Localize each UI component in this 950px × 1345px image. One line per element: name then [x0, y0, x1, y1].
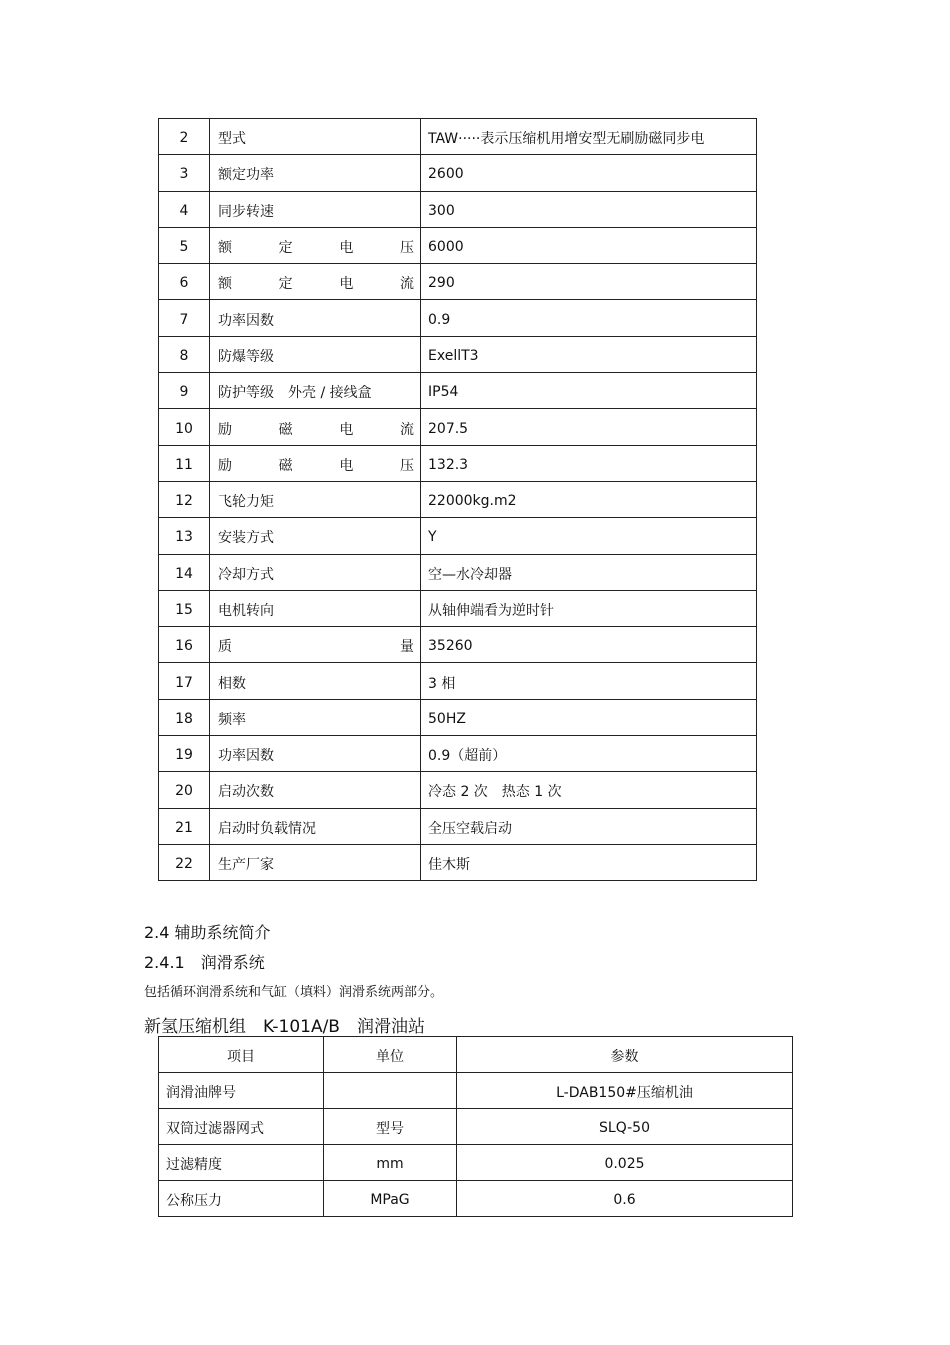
table-row — [159, 736, 757, 772]
row-value: 从轴伸端看为逆时针 — [421, 590, 757, 626]
table-row — [159, 264, 757, 300]
row-item: 励 磁 电 压 — [210, 445, 421, 481]
row-value: 冷态 2 次 热态 1 次 — [421, 772, 757, 808]
row-value: 佳木斯 — [421, 844, 757, 880]
row-item: 励 磁 电 流 — [210, 409, 421, 445]
row-unit: mm — [324, 1145, 457, 1181]
row-item: 飞轮力矩 — [210, 481, 421, 517]
table-row — [159, 699, 757, 735]
row-number: 4 — [159, 191, 210, 227]
row-number: 7 — [159, 300, 210, 336]
row-item: 额 定 电 流 — [210, 264, 421, 300]
table-row — [159, 772, 757, 808]
row-item: 功率因数 — [210, 736, 421, 772]
table-row — [159, 808, 757, 844]
row-number: 20 — [159, 772, 210, 808]
row-value: 290 — [421, 264, 757, 300]
table-row — [159, 409, 757, 445]
row-number: 12 — [159, 481, 210, 517]
table-row — [159, 1181, 793, 1217]
row-item: 安装方式 — [210, 518, 421, 554]
table-row — [159, 481, 757, 517]
row-value: 0.9 — [421, 300, 757, 336]
row-unit: MPaG — [324, 1181, 457, 1217]
row-item: 防爆等级 — [210, 336, 421, 372]
row-param: SLQ-50 — [457, 1109, 793, 1145]
row-value: 空—水冷却器 — [421, 554, 757, 590]
row-item: 相数 — [210, 663, 421, 699]
row-item: 电机转向 — [210, 590, 421, 626]
row-number: 19 — [159, 736, 210, 772]
row-number: 6 — [159, 264, 210, 300]
table-row — [159, 155, 757, 191]
row-number: 14 — [159, 554, 210, 590]
row-number: 8 — [159, 336, 210, 372]
table-row — [159, 336, 757, 372]
section-heading-2-4: 2.4 辅助系统简介 — [144, 923, 271, 942]
row-number: 17 — [159, 663, 210, 699]
row-number: 16 — [159, 627, 210, 663]
table-row — [159, 1145, 793, 1181]
row-number: 2 — [159, 119, 210, 155]
row-value: 132.3 — [421, 445, 757, 481]
table-row — [159, 119, 757, 155]
table-row — [159, 627, 757, 663]
table-row — [159, 373, 757, 409]
section-heading-2-4-1: 2.4.1 润滑系统 — [144, 953, 265, 972]
row-param: L-DAB150#压缩机油 — [457, 1073, 793, 1109]
row-item: 润滑油牌号 — [159, 1073, 324, 1109]
header-param: 参数 — [457, 1037, 793, 1073]
row-unit — [324, 1073, 457, 1109]
table-row — [159, 1109, 793, 1145]
row-item: 冷却方式 — [210, 554, 421, 590]
row-item: 同步转速 — [210, 191, 421, 227]
row-value: Y — [421, 518, 757, 554]
row-number: 13 — [159, 518, 210, 554]
row-number: 11 — [159, 445, 210, 481]
row-value: 3 相 — [421, 663, 757, 699]
table-row — [159, 445, 757, 481]
table-row — [159, 844, 757, 880]
row-param: 0.025 — [457, 1145, 793, 1181]
row-param: 0.6 — [457, 1181, 793, 1217]
table-row — [159, 518, 757, 554]
row-number: 3 — [159, 155, 210, 191]
row-value: IP54 — [421, 373, 757, 409]
row-number: 5 — [159, 227, 210, 263]
row-value: 35260 — [421, 627, 757, 663]
row-value: 22000kg.m2 — [421, 481, 757, 517]
row-number: 22 — [159, 844, 210, 880]
row-number: 15 — [159, 590, 210, 626]
row-item: 频率 — [210, 699, 421, 735]
table-header-row — [159, 1037, 793, 1073]
row-item: 过滤精度 — [159, 1145, 324, 1181]
table-row — [159, 590, 757, 626]
row-value: 300 — [421, 191, 757, 227]
row-number: 9 — [159, 373, 210, 409]
oil-station-table — [158, 1036, 793, 1217]
header-unit: 单位 — [324, 1037, 457, 1073]
header-item: 项目 — [159, 1037, 324, 1073]
row-item: 功率因数 — [210, 300, 421, 336]
oil-station-table-body — [159, 1037, 793, 1217]
row-number: 18 — [159, 699, 210, 735]
row-item: 型式 — [210, 119, 421, 155]
table-row — [159, 554, 757, 590]
table-row — [159, 300, 757, 336]
row-item: 生产厂家 — [210, 844, 421, 880]
row-item: 启动次数 — [210, 772, 421, 808]
row-value: 207.5 — [421, 409, 757, 445]
row-number: 21 — [159, 808, 210, 844]
row-value: 50HZ — [421, 699, 757, 735]
row-value: ExellT3 — [421, 336, 757, 372]
table-row — [159, 191, 757, 227]
row-item: 启动时负载情况 — [210, 808, 421, 844]
row-number: 10 — [159, 409, 210, 445]
row-item: 双筒过滤器网式 — [159, 1109, 324, 1145]
motor-spec-table-body — [159, 119, 757, 881]
table-row — [159, 663, 757, 699]
row-value: TAW·····表示压缩机用增安型无刷励磁同步电 — [421, 119, 757, 155]
table-row — [159, 227, 757, 263]
motor-spec-table — [158, 118, 757, 881]
row-value: 全压空载启动 — [421, 808, 757, 844]
row-item: 防护等级 外壳 / 接线盒 — [210, 373, 421, 409]
oil-station-title: 新氢压缩机组 K-101A/B 润滑油站 — [144, 1017, 425, 1037]
row-value: 6000 — [421, 227, 757, 263]
row-item: 额 定 电 压 — [210, 227, 421, 263]
intro-paragraph: 包括循环润滑系统和气缸（填料）润滑系统两部分。 — [144, 985, 444, 1000]
row-item: 额定功率 — [210, 155, 421, 191]
table-row — [159, 1073, 793, 1109]
row-value: 0.9（超前） — [421, 736, 757, 772]
row-unit: 型号 — [324, 1109, 457, 1145]
row-item: 公称压力 — [159, 1181, 324, 1217]
row-item: 质 量 — [210, 627, 421, 663]
row-value: 2600 — [421, 155, 757, 191]
